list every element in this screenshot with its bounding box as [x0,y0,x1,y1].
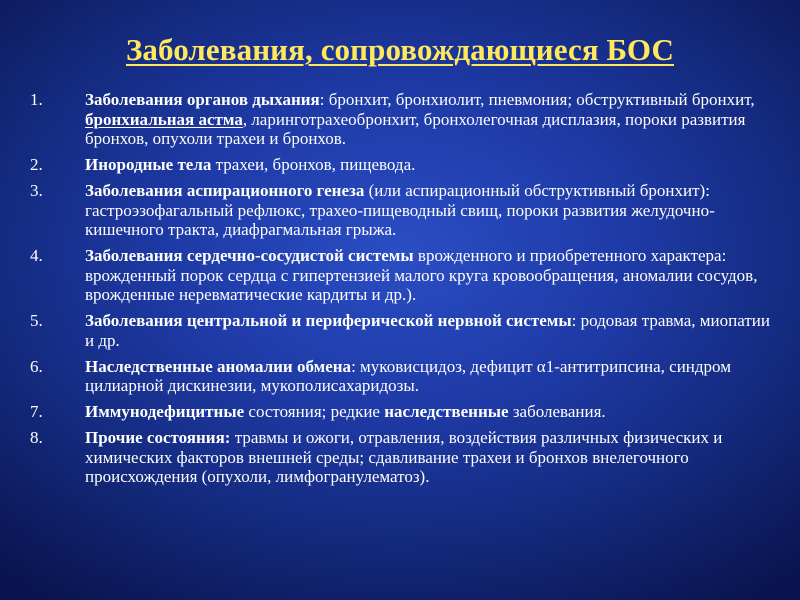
item-text [85,428,775,487]
item-number: 4. [30,246,43,265]
item-text [85,181,775,240]
item-number: 5. [30,311,43,330]
item-heading: Заболевания органов дыхания [85,90,320,109]
item-text [85,90,775,149]
list-item [30,181,775,240]
item-description: , ларинготрахеобронхит, бронхолегочная дисплазия, пороки развития бронхов, опухоли трахеи и бронхов. [85,109,746,148]
item-text [85,246,775,305]
item-number: 3. [30,181,43,200]
item-text [85,155,775,175]
item-description: : бронхит, бронхиолит, пневмония; обструктивный бронхит, [319,90,755,109]
item-description: : муковисцидоз, дефицит α1-антитрипсина, синдром цилиарной дискинезии, мукополисахаридозы. [85,356,731,395]
item-heading: Заболевания аспирационного генеза [85,181,365,200]
condition-list [30,90,775,493]
item-heading: Инородные тела [85,155,212,174]
item-description: : родовая травма, миопатии и др. [85,311,770,350]
list-item [30,90,775,149]
item-number: 6. [30,356,43,376]
item-text [85,311,775,350]
item-description: травмы и ожоги, отравления, воздействия различных физических и химических факторов внешней среды; сдавливание трахеи и бронхов внелегочного происхождения (опухоли, лимфогранулематоз). [85,428,723,486]
item-heading: Иммунодефицитные [85,402,245,421]
item-number: 1. [30,90,43,109]
item-highlight: бронхиальная астма [85,109,243,129]
item-number: 7. [30,402,43,421]
list-item [30,428,775,487]
item-heading: Наследственные аномалии обмена [85,356,352,376]
item-heading: Заболевания центральной и периферической нервной системы [85,311,572,330]
item-text [85,357,775,396]
item-number: 8. [30,428,43,447]
item-description: заболевания. [508,402,606,421]
item-text [85,402,775,422]
list-item [30,311,775,350]
item-heading: Заболевания сердечно-сосудистой системы [85,246,414,265]
item-description: (или аспирационный обструктивный бронхит): гастроэзофагальный рефлюкс, трахео-пищеводный свищ, пороки развития желудочно-кишечного тракта, диафрагмальная грыжа. [85,181,715,239]
item-heading-secondary: наследственные [384,402,509,421]
item-description: врожденного и приобретенного характера: врожденный порок сердца с гипертензией малого круга кровообращения, аномалии сосудов, врожденные неревматические кардиты и др.). [85,246,758,304]
list-item [30,357,775,396]
item-description: состояния; редкие [244,402,385,421]
item-heading: Прочие состояния: [85,428,231,447]
item-number: 2. [30,155,43,174]
item-description: трахеи, бронхов, пищевода. [211,155,416,174]
slide-title: Заболевания, сопровождающиеся БОС [125,32,675,67]
list-item [30,246,775,305]
list-item [30,155,775,175]
list-item [30,402,775,422]
